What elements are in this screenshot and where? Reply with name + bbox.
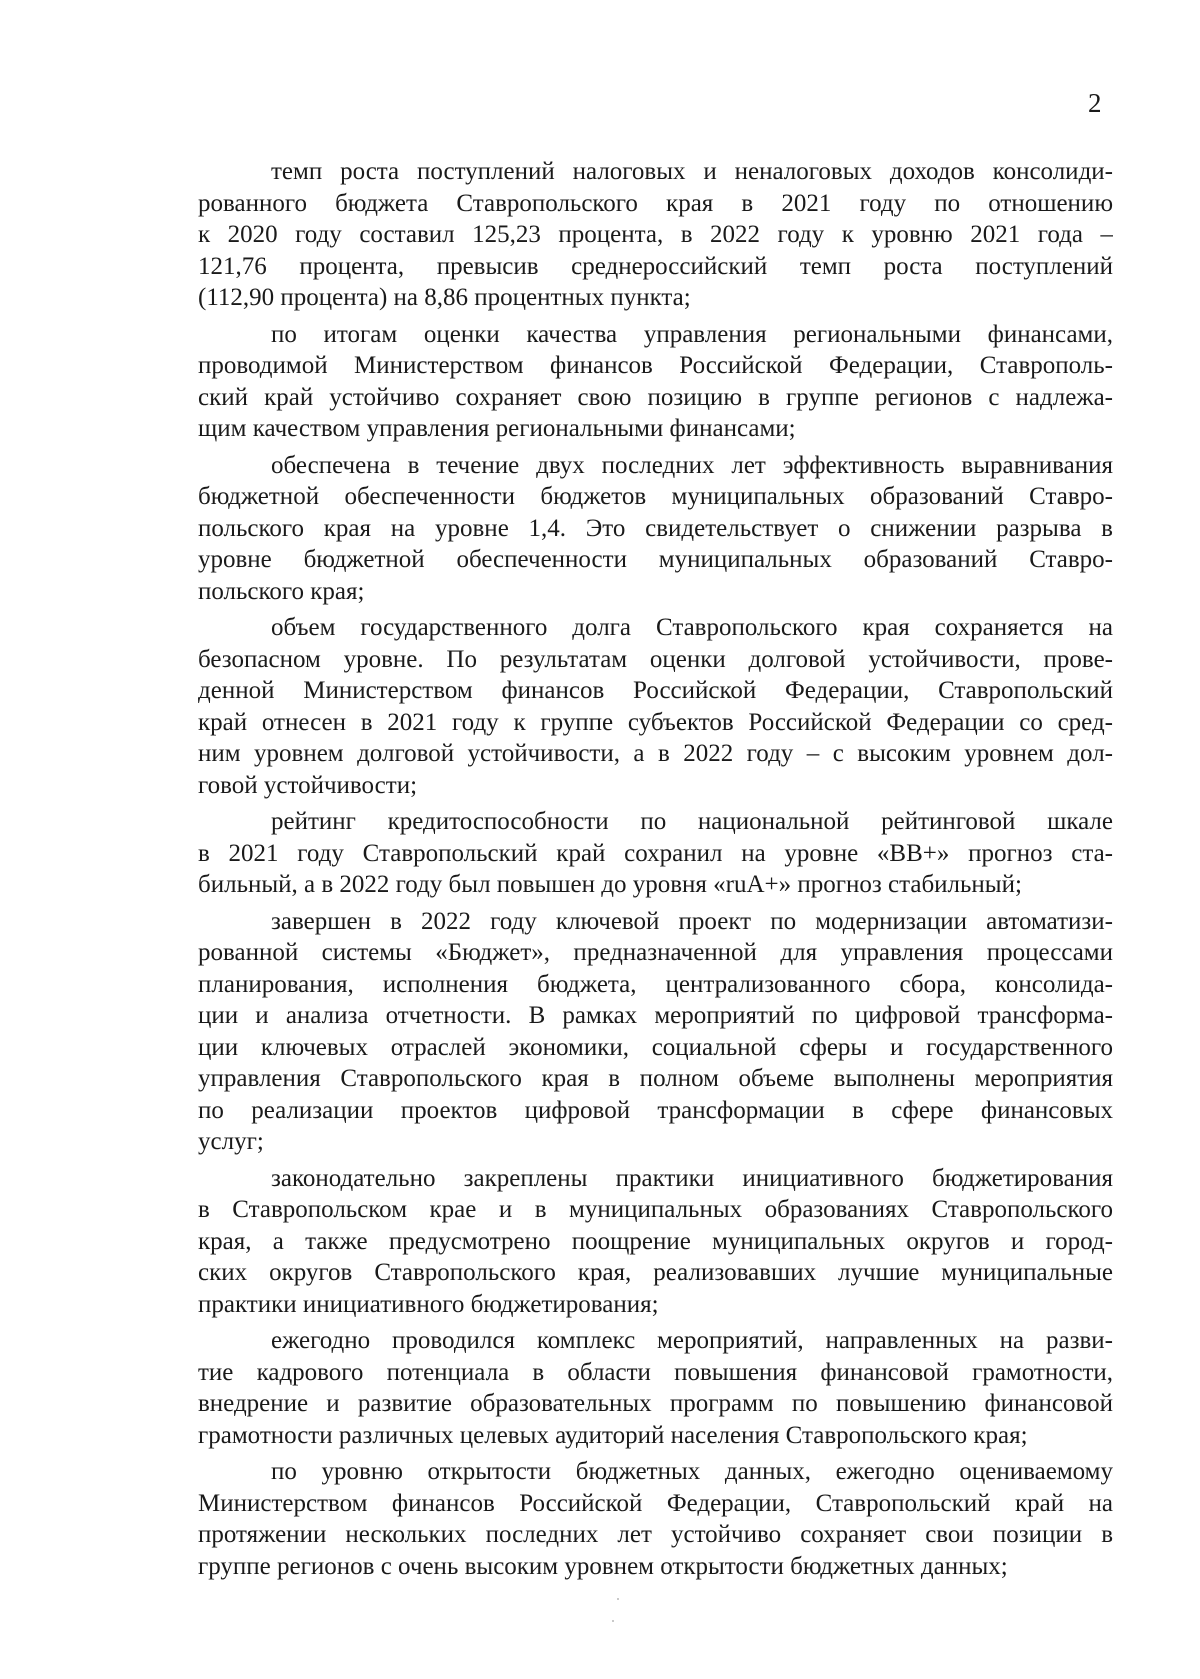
paragraph <box>198 806 1113 901</box>
text-line: рейтинг кредитоспособности по национальной рейтинговой шкале <box>271 808 1113 835</box>
paragraph <box>198 450 1113 608</box>
text-line: ции ключевых отраслей экономики, социальной сферы и государственного <box>198 1033 1113 1061</box>
text-line: проводимой Министерством финансов Российской Федерации, Ставрополь- <box>198 352 1113 379</box>
text-line: практики инициативного бюджетирования; <box>198 1290 659 1318</box>
text-line: по уровню открытости бюджетных данных, ежегодно оцениваемому <box>271 1458 1113 1485</box>
text-line: ский край устойчиво сохраняет свою позицию в группе регионов с надлежа- <box>198 383 1113 411</box>
text-line: ним уровнем долговой устойчивости, а в 2022 году – с высоким уровнем дол- <box>198 740 1113 767</box>
text-line: управления Ставропольского края в полном объеме выполнены мероприятия <box>198 1065 1113 1092</box>
text-line: грамотности различных целевых аудиторий населения Ставропольского края; <box>198 1421 1028 1449</box>
body-text <box>198 156 1113 1587</box>
scan-speck <box>612 1620 614 1622</box>
text-line: по реализации проектов цифровой трансформации в сфере финансовых <box>198 1096 1113 1124</box>
text-line: (112,90 процента) на 8,86 процентных пункта; <box>198 284 691 311</box>
text-line: польского края; <box>198 577 365 605</box>
text-line: планирования, исполнения бюджета, централизованного сбора, консолида- <box>198 970 1113 998</box>
text-line: щим качеством управления региональными финансами; <box>198 415 796 442</box>
text-line: края, а также предусмотрено поощрение муниципальных округов и город- <box>198 1227 1113 1255</box>
text-line: объем государственного долга Ставропольского края сохраняется на <box>271 614 1113 641</box>
text-line: бюджетной обеспеченности бюджетов муниципальных образований Ставро- <box>198 483 1113 510</box>
text-line: законодательно закреплены практики инициативного бюджетирования <box>271 1164 1113 1192</box>
text-line: бильный, а в 2022 году был повышен до уровня «ruA+» прогноз стабильный; <box>198 871 1022 898</box>
text-line: ции и анализа отчетности. В рамках мероприятий по цифровой трансформа- <box>198 1002 1113 1029</box>
text-line: уровне бюджетной обеспеченности муниципальных образований Ставро- <box>198 546 1113 573</box>
text-line: говой устойчивости; <box>198 771 418 799</box>
text-line: польского края на уровне 1,4. Это свидетельствует о снижении разрыва в <box>198 514 1113 542</box>
text-line: темп роста поступлений налоговых и неналоговых доходов консолиди- <box>271 158 1113 185</box>
text-line: рованной системы «Бюджет», предназначенной для управления процессами <box>198 939 1113 966</box>
text-line: тие кадрового потенциала в области повышения финансовой грамотности, <box>198 1358 1113 1386</box>
text-line: Министерством финансов Российской Федерации, Ставропольский край на <box>198 1489 1113 1517</box>
text-line: к 2020 году составил 125,23 процента, в 2022 году к уровню 2021 года – <box>198 221 1113 248</box>
text-line: завершен в 2022 году ключевой проект по модернизации автоматизи- <box>271 907 1113 935</box>
text-line: рованного бюджета Ставропольского края в 2021 году по отношению <box>198 189 1113 217</box>
text-line: ежегодно проводился комплекс мероприятий, направленных на разви- <box>271 1327 1113 1354</box>
text-line: услуг; <box>198 1128 264 1155</box>
text-line: обеспечена в течение двух последних лет эффективность выравнивания <box>271 451 1113 479</box>
text-line: группе регионов с очень высоким уровнем открытости бюджетных данных; <box>198 1552 1008 1580</box>
paragraph <box>198 156 1113 314</box>
text-line: денной Министерством финансов Российской Федерации, Ставропольский <box>198 677 1113 704</box>
scan-speck <box>617 1598 619 1600</box>
text-line: внедрение и развитие образовательных программ по повышению финансовой <box>198 1390 1113 1417</box>
paragraph <box>198 319 1113 445</box>
paragraph <box>198 906 1113 1158</box>
text-line: ских округов Ставропольского края, реализовавших лучшие муниципальные <box>198 1259 1113 1286</box>
text-line: 121,76 процента, превысив среднероссийский темп роста поступлений <box>198 252 1113 280</box>
text-line: в Ставропольском крае и в муниципальных образованиях Ставропольского <box>198 1196 1113 1223</box>
text-line: безопасном уровне. По результатам оценки долговой устойчивости, прове- <box>198 645 1113 673</box>
text-line: в 2021 году Ставропольский край сохранил на уровне «BB+» прогноз ста- <box>198 839 1113 867</box>
text-line: край отнесен в 2021 году к группе субъектов Российской Федерации со сред- <box>198 708 1113 736</box>
paragraph <box>198 1456 1113 1582</box>
paragraph <box>198 1163 1113 1321</box>
text-line: по итогам оценки качества управления региональными финансами, <box>271 320 1113 348</box>
paragraph <box>198 612 1113 801</box>
text-line: протяжении нескольких последних лет устойчиво сохраняет свои позиции в <box>198 1521 1113 1548</box>
paragraph <box>198 1325 1113 1451</box>
page-number: 2 <box>1088 88 1102 118</box>
